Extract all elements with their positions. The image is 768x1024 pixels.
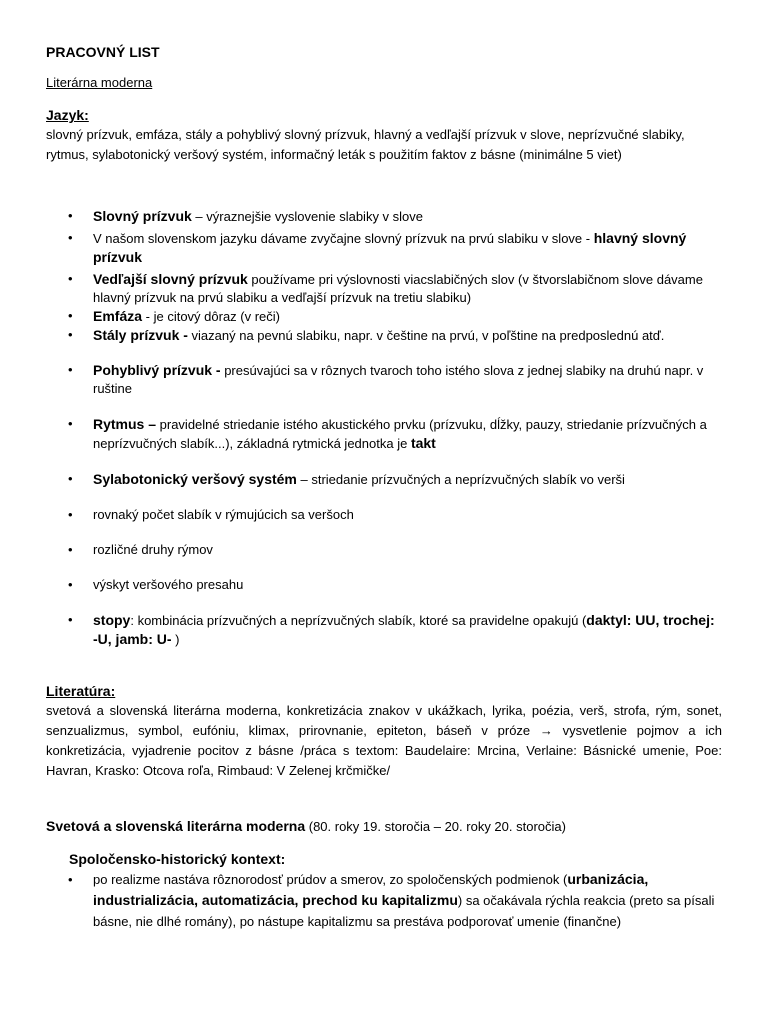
bullet-icon: •	[68, 872, 73, 887]
bullet-icon: •	[68, 208, 73, 223]
bullet-icon: •	[68, 577, 73, 592]
moderna-bullet-list	[46, 869, 722, 932]
bullet-icon: •	[68, 416, 73, 431]
bullet-icon: •	[68, 327, 73, 342]
bullet-icon: •	[68, 507, 73, 522]
list-item: • rozličné druhy rýmov	[68, 542, 213, 557]
literatura-heading: Literatúra:	[46, 683, 116, 699]
bullet-icon: •	[68, 271, 73, 286]
list-item: • rovnaký počet slabík v rýmujúcich sa veršoch	[68, 507, 354, 522]
page-subtitle: Literárna moderna	[46, 75, 153, 90]
jazyk-bullet-list	[46, 207, 722, 649]
list-item: • Rytmus – pravidelné striedanie istého akustického prvku (prízvuku, dĺžky, pauzy, striedanie prízvučných a neprízvučných slabík...), základná rytmická jednotka je takt	[68, 416, 707, 451]
jazyk-section	[46, 105, 722, 165]
jazyk-intro: slovný prízvuk, emfáza, stály a pohyblivý slovný prízvuk, hlavný a vedľajší prízvuk v slove, neprízvučné slabiky, rytmus, sylabotonický veršový systém, informačný leták s použitím faktov z básne (minimálne 5 viet)	[46, 127, 685, 162]
list-item: • V našom slovenskom jazyku dávame zvyčajne slovný prízvuk na prvú slabiku v slove - hlavný slovný prízvuk	[68, 230, 687, 265]
list-item: • stopy: kombinácia prízvučných a neprízvučných slabík, ktoré sa pravidelne opakujú (daktyl: UU, trochej: -U, jamb: U- )	[68, 612, 715, 647]
bullet-icon: •	[68, 230, 73, 245]
bullet-icon: •	[68, 362, 73, 377]
bullet-icon: •	[68, 471, 73, 486]
literatura-intro: svetová a slovenská literárna moderna, konkretizácia znakov v ukážkach, lyrika, poézia, verš, strofa, rým, sonet, senzualizmus, symbol, eufóniu, klimax, prirovnanie, epiteton, báseň v próze → vysvetlenie pojmov a ich konkretizácia, vyjadrenie pocitov z básne /práca s textom: Baudelaire: Mrcina, Verlaine: Básnické umenie, Poe: Havran, Krasko: Otcova roľa, Rimbaud: V Zelenej krčmičke/	[46, 703, 722, 778]
moderna-heading: Svetová a slovenská literárna moderna	[46, 818, 306, 834]
list-item: • Emfáza - je citový dôraz (v reči)	[68, 308, 281, 324]
list-item: • Vedľajší slovný prízvuk používame pri výslovnosti viacslabičných slov (v štvorslabičnom slove dávame hlavný prízvuk na prvú slabiku a vedľajší prízvuk na tretiu slabiku)	[68, 271, 703, 305]
list-item: • po realizme nastáva rôznorodosť prúdov a smerov, zo spoločenských podmienok (urbanizácia, industrializácia, automatizácia, prechod ku kapitalizmu) sa očakávala rýchla reakcia (preto sa písali básne, nie dlhé romány), po nástupe kapitalizmu sa prestáva podporovať umenie (finančne)	[68, 871, 715, 929]
list-item: • Pohyblivý prízvuk - presúvajúci sa v rôznych tvaroch toho istého slova z jednej slabiky na druhú napr. v ruštine	[68, 362, 704, 396]
bullet-icon: •	[68, 612, 73, 627]
page-title: PRACOVNÝ LIST	[46, 44, 160, 60]
list-item: • Slovný prízvuk – výraznejšie vyslovenie slabiky v slove	[68, 208, 424, 224]
list-item: • výskyt veršového presahu	[68, 577, 244, 592]
jazyk-heading: Jazyk:	[46, 107, 89, 123]
moderna-heading-line	[46, 816, 722, 837]
list-item: • Stály prízvuk - viazaný na pevnú slabiku, napr. v češtine na prvú, v poľštine na predposlednú atď.	[68, 327, 665, 343]
bullet-icon: •	[68, 308, 73, 323]
moderna-subheading: Spoločensko-historický kontext:	[69, 851, 286, 867]
moderna-period: (80. roky 19. storočia – 20. roky 20. storočia)	[305, 819, 566, 834]
list-item: • Sylabotonický veršový systém – striedanie prízvučných a neprízvučných slabík vo verši	[68, 471, 625, 487]
literatura-section	[46, 681, 722, 781]
bullet-icon: •	[68, 542, 73, 557]
